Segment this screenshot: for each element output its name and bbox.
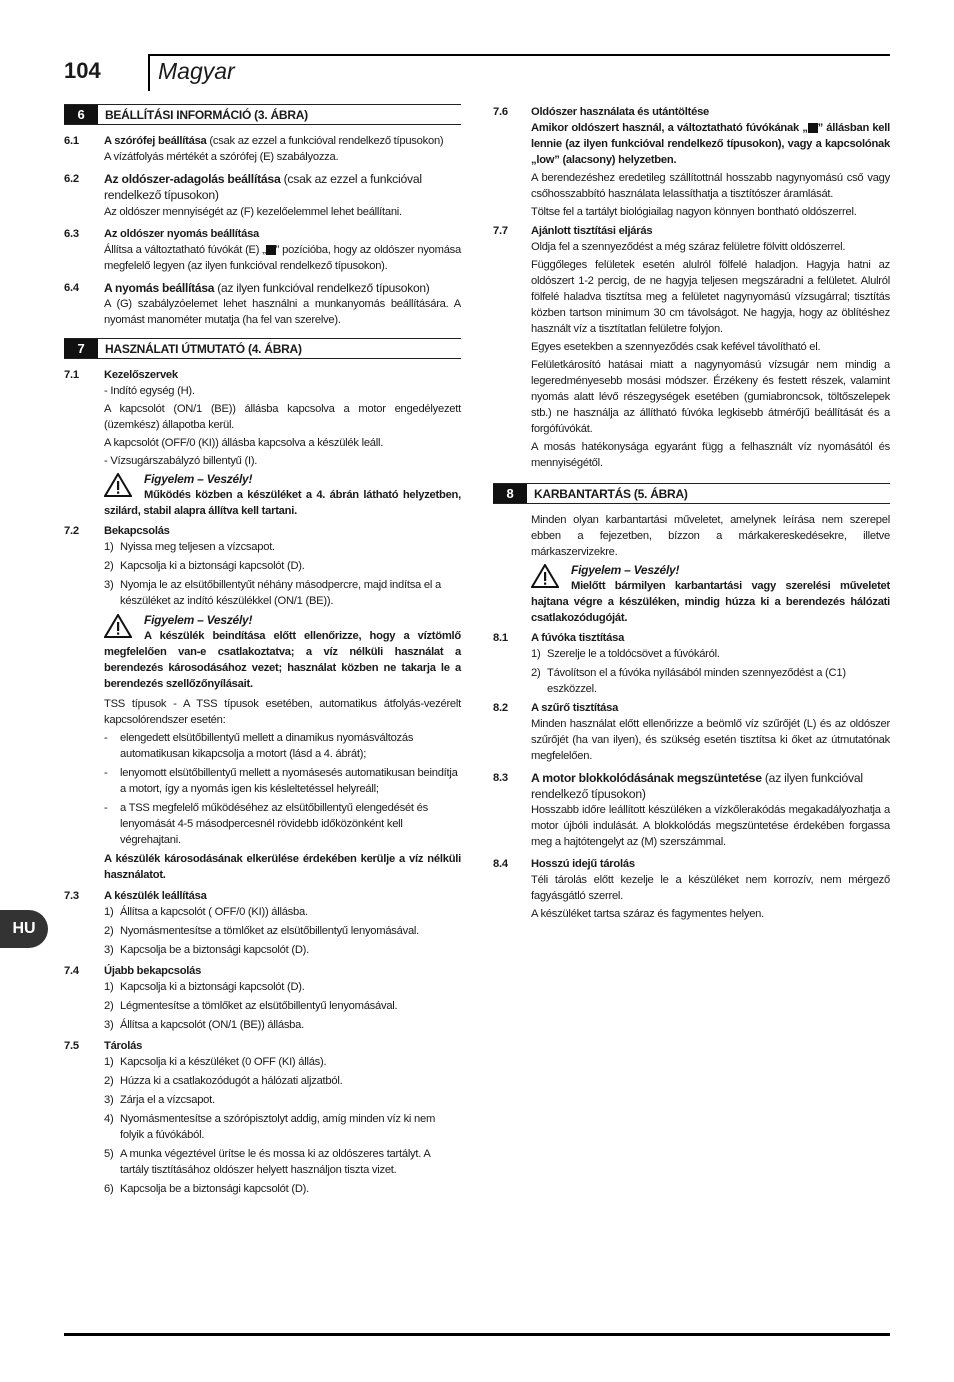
item-heading: Az oldószer nyomás beállítása bbox=[104, 228, 260, 240]
section-number: 6 bbox=[64, 105, 98, 124]
step-text: Kapcsolja be a biztonsági kapcsolót (D). bbox=[120, 944, 309, 956]
item-number: 7.4 bbox=[64, 965, 79, 977]
item-7-3 bbox=[64, 888, 461, 904]
step: 2) Húzza ki a csatlakozódugót a hálózati aljzatból. bbox=[104, 1075, 343, 1087]
section-title: KARBANTARTÁS (5. ÁBRA) bbox=[534, 486, 688, 501]
warning-title: Figyelem – Veszély! bbox=[571, 563, 680, 577]
item-7-2 bbox=[64, 523, 461, 539]
warning-title: Figyelem – Veszély! bbox=[144, 613, 253, 627]
item-number: 6.1 bbox=[64, 135, 79, 147]
item-7-6 bbox=[493, 104, 890, 120]
warning-icon bbox=[104, 473, 132, 497]
item-6-3-text bbox=[104, 242, 461, 274]
item-7-1 bbox=[64, 367, 461, 383]
text-part: ” állásban kell lennie (az ilyen funkcióval rendelkező típusokon), vagy a kapcsolónak „low” (alacsony) helyzetben. bbox=[531, 122, 890, 166]
text-line: A kapcsolót (OFF/0 (KI)) állásba kapcsolva a készülék leáll. bbox=[104, 437, 384, 449]
step-text: A munka végeztével ürítse le és mossa ki az oldószeres tartályt. A tartály tisztításához oldószer helyett használjon tiszta vizet. bbox=[120, 1148, 430, 1176]
step: 1) Kapcsolja ki a készüléket (0 OFF (KI) állás). bbox=[104, 1056, 327, 1068]
text-part: ” pozícióba, hogy az oldószer nyomása megfelelő legyen (az ilyen funkcióval rendelkező típusokon). bbox=[104, 244, 461, 272]
item-heading: A nyomás beállítása bbox=[104, 281, 215, 295]
item-heading: A készülék leállítása bbox=[104, 890, 207, 902]
steps-8-1 bbox=[531, 646, 890, 697]
tss-list bbox=[104, 730, 461, 848]
text-line: Oldja fel a szennyeződést a még száraz felületre fölvitt oldószerrel. bbox=[531, 241, 846, 253]
step-text: Nyomásmentesítse a tömlőket az elsütőbillentyű lenyomásával. bbox=[120, 925, 420, 937]
warning-box bbox=[104, 471, 461, 519]
text-line: Egyes esetekben a szennyeződés csak kefével távolítható el. bbox=[531, 341, 821, 353]
list-text: a TSS megfelelő működéséhez az elsütőbillentyű elengedését és lenyomását 4-5 másodpercesnél rövidebb időközönként kell végrehajtani. bbox=[120, 802, 428, 846]
step-text: Zárja el a vízcsapot. bbox=[120, 1094, 215, 1106]
step-text: Kapcsolja ki a biztonsági kapcsolót (D). bbox=[120, 560, 305, 572]
item-subheading: (csak az ezzel a funkcióval rendelkező típusokon) bbox=[104, 172, 422, 202]
step-text: Nyomja le az elsütőbillentyűt néhány másodpercre, majd indítsa el a készüléket az indító készülékkel (ON/1 (BE)). bbox=[120, 579, 441, 607]
item-heading: Bekapcsolás bbox=[104, 525, 170, 537]
list-item: - lenyomott elsütőbillentyű mellett a nyomásesés automatikusan beindítja a motort, így a nyomás igen kis késleltetéssel helyreáll; bbox=[104, 765, 461, 797]
item-8-4 bbox=[493, 856, 890, 872]
warning-text: A készülék beindítása előtt ellenőrizze, hogy a víztömlő megfelelően van-e csatlakoztatva; a víz nélküli használat a berendezés károsodásához vezet; használat közben ne takarja le a berendezés szellőzőnyílásait. bbox=[104, 630, 461, 690]
section-number: 7 bbox=[64, 339, 98, 358]
warning-text: Működés közben a készüléket a 4. ábrán látható helyzetben, szilárd, stabil alapra állítva kell tartani. bbox=[104, 489, 461, 517]
section-title: HASZNÁLATI ÚTMUTATÓ (4. ÁBRA) bbox=[105, 341, 302, 356]
item-text: A (G) szabályzóelemet lehet használni a munkanyomás beállítására. A nyomást manométer mutatja (ha fel van szerelve). bbox=[104, 298, 461, 326]
footer-rule bbox=[64, 1333, 890, 1336]
item-heading: A szűrő tisztítása bbox=[531, 702, 619, 714]
item-8-2 bbox=[493, 700, 890, 716]
section-8-header bbox=[493, 483, 890, 504]
item-7-4 bbox=[64, 963, 461, 979]
step: 6) Kapcsolja be a biztonsági kapcsolót (D). bbox=[104, 1183, 309, 1195]
text-line: - Vízsugárszabályzó billentyű (I). bbox=[104, 455, 258, 467]
text-line: A berendezéshez eredetileg szállítottnál hosszabb nagynyomású cső vagy csőhosszabbító használata lelassíthatja a tisztítószer áramlását. bbox=[531, 172, 890, 200]
step-text: Húzza ki a csatlakozódugót a hálózati aljzatból. bbox=[120, 1075, 343, 1087]
item-number: 7.3 bbox=[64, 890, 79, 902]
item-number: 8.3 bbox=[493, 772, 508, 784]
item-heading: Ajánlott tisztítási eljárás bbox=[531, 225, 653, 237]
step: 2) Kapcsolja ki a biztonsági kapcsolót (D). bbox=[104, 560, 305, 572]
item-8-1 bbox=[493, 630, 890, 646]
step-text: Kapcsolja be a biztonsági kapcsolót (D). bbox=[120, 1183, 309, 1195]
item-number: 8.2 bbox=[493, 702, 508, 714]
steps-7-4 bbox=[104, 979, 461, 1033]
text-line: Függőleges felületek esetén alulról fölfelé haladjon. Hagyja hatni az oldószert 1-2 percig, de ne hagyja teljesen megszáradni a felületet. Alulról fölfelé haladva tisztítsa meg a felületet nagynyomású vízsugárral; tisztítás közben tartson minimum 30 cm távolságot. Ne hagyja, hogy az öblítéshez használt víz a tisztítatlan felületre folyjon. bbox=[531, 259, 890, 335]
step-text: Állítsa a kapcsolót (ON/1 (BE)) állásba. bbox=[120, 1019, 304, 1031]
warning-box bbox=[104, 612, 461, 692]
step: 5) A munka végeztével ürítse le és mossa ki az oldószeres tartályt. A tartály tisztításához oldószer helyett használjon tiszta vizet. bbox=[104, 1146, 461, 1178]
text-line: A kapcsolót (ON/1 (BE)) állásba kapcsolva a motor engedélyezett (üzemkész) állapotba kerül. bbox=[104, 403, 461, 431]
item-text: A vízátfolyás mértékét a szórófej (E) szabályozza. bbox=[104, 151, 339, 163]
section-number: 8 bbox=[493, 484, 527, 503]
section-6-header bbox=[64, 104, 461, 125]
step: 1) Kapcsolja ki a biztonsági kapcsolót (D). bbox=[104, 981, 305, 993]
item-number: 6.4 bbox=[64, 282, 79, 294]
warning-icon bbox=[531, 564, 559, 588]
item-number: 6.2 bbox=[64, 173, 79, 185]
item-text: Az oldószer mennyiségét az (F) kezelőelemmel lehet beállítani. bbox=[104, 206, 402, 218]
step: 2) Nyomásmentesítse a tömlőket az elsütőbillentyű lenyomásával. bbox=[104, 925, 420, 937]
step: 1) Állítsa a kapcsolót ( OFF/0 (KI)) állásba. bbox=[104, 906, 308, 918]
text-line: A mosás hatékonysága egyaránt függ a felhasznált víz nyomásától és mennyiségétől. bbox=[531, 441, 890, 469]
page-number: 104 bbox=[64, 58, 101, 83]
item-6-3 bbox=[64, 226, 461, 242]
item-7-5 bbox=[64, 1038, 461, 1054]
text-line: Hosszabb időre leállított készüléken a vízkőlerakódás megakadályozhatja a motor újbóli indulását. A blokkolódás megszüntetése érdekében forgassa meg a hajtótengelyt az (M) szerszámmal. bbox=[531, 804, 890, 848]
item-6-4 bbox=[64, 280, 461, 296]
nozzle-position-icon bbox=[266, 245, 276, 255]
text-part: Állítsa a változtatható fúvókát (E) „ bbox=[104, 244, 266, 256]
item-subheading: (csak az ezzel a funkcióval rendelkező típusokon) bbox=[206, 135, 444, 147]
warning-icon bbox=[104, 614, 132, 638]
section-title: BEÁLLÍTÁSI INFORMÁCIÓ (3. ÁBRA) bbox=[105, 107, 308, 122]
step: 3) Zárja el a vízcsapot. bbox=[104, 1094, 215, 1106]
item-heading: Hosszú idejű tárolás bbox=[531, 858, 635, 870]
header-divider bbox=[148, 55, 150, 91]
item-heading: A fúvóka tisztítása bbox=[531, 632, 625, 644]
item-heading: Az oldószer-adagolás beállítása bbox=[104, 172, 281, 186]
text-part: Amikor oldószert használ, a változtatható fúvókának „ bbox=[531, 122, 808, 134]
item-7-7 bbox=[493, 223, 890, 239]
steps-7-3 bbox=[104, 904, 461, 958]
language-title: Magyar bbox=[158, 58, 235, 84]
text-line: Téli tárolás előtt kezelje le a készüléket nem korrozív, nem mérgező fagyásgátló szerrel. bbox=[531, 874, 890, 902]
step-text: Szerelje le a toldócsövet a fúvókáról. bbox=[547, 648, 720, 660]
text-line: Minden olyan karbantartási műveletet, amelynek leírása nem szerepel ebben a fejezetben, bízzon a márkakereskedésekre, illetve márkaszervizekre. bbox=[531, 514, 890, 558]
step: 3) Nyomja le az elsütőbillentyűt néhány másodpercre, majd indítsa el a készüléket az indító készülékkel (ON/1 (BE)). bbox=[104, 577, 461, 609]
item-heading: Oldószer használata és utántöltése bbox=[531, 106, 710, 118]
tss-intro: TSS típusok - A TSS típusok esetében, automatikus átfolyás-vezérelt kapcsolórendszer esetén: bbox=[104, 698, 461, 726]
item-number: 7.7 bbox=[493, 225, 508, 237]
step-text: Távolítson el a fúvóka nyílásából minden szennyeződést a (C1) eszközzel. bbox=[547, 667, 846, 695]
left-column bbox=[64, 104, 461, 1200]
item-number: 8.4 bbox=[493, 858, 508, 870]
step: 1) Szerelje le a toldócsövet a fúvókáról. bbox=[531, 648, 720, 660]
step: 4) Nyomásmentesítse a szórópisztolyt addig, amíg minden víz ki nem folyik a fúvókából. bbox=[104, 1111, 461, 1143]
item-heading: Tárolás bbox=[104, 1040, 143, 1052]
item-number: 7.5 bbox=[64, 1040, 79, 1052]
nozzle-position-icon bbox=[808, 123, 818, 133]
text-line: Töltse fel a tartályt biológiailag nagyon könnyen bontható oldószerrel. bbox=[531, 206, 857, 218]
item-number: 6.3 bbox=[64, 228, 79, 240]
warning-box bbox=[531, 562, 890, 626]
text-line: Minden használat előtt ellenőrizze a beömlő víz szűrőjét (L) és az oldószer szűrőjét (ha van ilyen), és szükség esetén tisztítsa ki őket az útmutatónak megfelelően. bbox=[531, 718, 890, 762]
item-number: 7.1 bbox=[64, 369, 79, 381]
item-heading: Újabb bekapcsolás bbox=[104, 965, 202, 977]
item-6-2 bbox=[64, 171, 461, 220]
item-number: 7.6 bbox=[493, 106, 508, 118]
item-subheading: (az ilyen funkcióval rendelkező típusokon) bbox=[214, 281, 430, 295]
tss-warning: A készülék károsodásának elkerülése érdekében kerülje a víz nélküli használatot. bbox=[104, 853, 461, 881]
language-tab: HU bbox=[0, 910, 48, 948]
item-8-3 bbox=[493, 770, 890, 802]
step-text: Légmentesítse a tömlőket az elsütőbillentyű lenyomásával. bbox=[120, 1000, 398, 1012]
item-heading: A motor blokkolódásának megszüntetése bbox=[531, 771, 762, 785]
item-heading: A szórófej beállítása bbox=[104, 135, 207, 147]
warning-text: Mielőtt bármilyen karbantartási vagy szerelési műveletet hajtana végre a készüléken, mindig húzza ki a berendezés hálózati csatlakozódugóját. bbox=[531, 580, 890, 624]
text-line: - Indító egység (H). bbox=[104, 385, 195, 397]
list-item: - a TSS megfelelő működéséhez az elsütőbillentyű elengedését és lenyomását 4-5 másodpercesnél rövidebb időközönként kell végrehajtani. bbox=[104, 800, 461, 848]
list-text: lenyomott elsütőbillentyű mellett a nyomásesés automatikusan beindítja a motort, így a nyomás igen kis késleltetéssel helyreáll; bbox=[120, 767, 458, 795]
step-text: Kapcsolja ki a biztonsági kapcsolót (D). bbox=[120, 981, 305, 993]
step-text: Nyomásmentesítse a szórópisztolyt addig, amíg minden víz ki nem folyik a fúvókából. bbox=[120, 1113, 436, 1141]
item-number: 8.1 bbox=[493, 632, 508, 644]
item-heading: Kezelőszervek bbox=[104, 369, 178, 381]
header-rule bbox=[148, 54, 890, 56]
item-6-1 bbox=[64, 133, 461, 165]
warning-title: Figyelem – Veszély! bbox=[144, 472, 253, 486]
right-column bbox=[493, 104, 890, 924]
step: 1) Nyissa meg teljesen a vízcsapot. bbox=[104, 541, 275, 553]
list-item: - elengedett elsütőbillentyű mellett a dinamikus nyomásváltozás automatikusan kikapcsolja a motort (lásd a 4. ábrát); bbox=[104, 730, 461, 762]
text-line: A készüléket tartsa száraz és fagymentes helyen. bbox=[531, 908, 765, 920]
step-text: Nyissa meg teljesen a vízcsapot. bbox=[120, 541, 275, 553]
step: 2) Légmentesítse a tömlőket az elsütőbillentyű lenyomásával. bbox=[104, 1000, 398, 1012]
steps-7-2 bbox=[104, 539, 461, 609]
step: 2) Távolítson el a fúvóka nyílásából minden szennyeződést a (C1) eszközzel. bbox=[531, 665, 890, 697]
text-line: Felületkárosító hatásai miatt a nagynyomású vízsugár nem mindig a legeredményesebb mosási módszer. Érzékeny és festett részek, valamint nyomás alatt lévő részegységek esetében (gumiabroncsok, töltőszelepek stb.) ne használja az állítható fúvóka legkisebb átmérőjű beállítását és a forgófúvókát. bbox=[531, 359, 890, 435]
step: 3) Kapcsolja be a biztonsági kapcsolót (D). bbox=[104, 944, 309, 956]
steps-7-5 bbox=[104, 1054, 461, 1197]
item-number: 7.2 bbox=[64, 525, 79, 537]
step: 3) Állítsa a kapcsolót (ON/1 (BE)) állásba. bbox=[104, 1019, 304, 1031]
item-subheading: (az ilyen funkcióval rendelkező típusokon) bbox=[531, 771, 863, 801]
step-text: Állítsa a kapcsolót ( OFF/0 (KI)) állásba. bbox=[120, 906, 308, 918]
section-7-header bbox=[64, 338, 461, 359]
step-text: Kapcsolja ki a készüléket (0 OFF (KI) állás). bbox=[120, 1056, 327, 1068]
item-7-6-note bbox=[531, 120, 890, 168]
list-text: elengedett elsütőbillentyű mellett a dinamikus nyomásváltozás automatikusan kikapcsolja a motort (lásd a 4. ábrát); bbox=[120, 732, 414, 760]
